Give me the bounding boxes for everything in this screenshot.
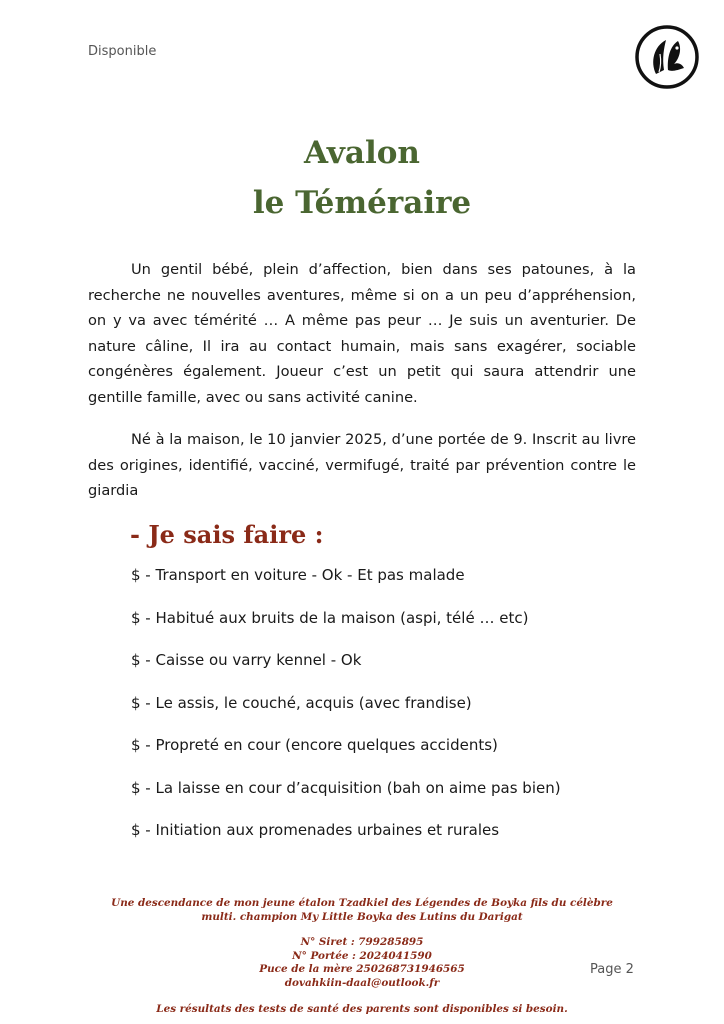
availability-label: Disponible bbox=[88, 44, 157, 59]
page-number: Page 2 bbox=[590, 962, 634, 977]
skill-item: $ - La laisse en cour d’acquisition (bah on aime pas bien) bbox=[131, 778, 561, 797]
skill-item: $ - Transport en voiture - Ok - Et pas malade bbox=[131, 566, 465, 584]
lineage-line: multi. champion My Little Boyka des Lutins du Darigat bbox=[201, 910, 523, 923]
registration-footer bbox=[100, 936, 624, 990]
lineage-footer bbox=[100, 897, 624, 924]
skill-item: $ - Caisse ou varry kennel - Ok bbox=[131, 651, 362, 669]
health-tests-note: Les résultats des tests de santé des parents sont disponibles si besoin. bbox=[156, 1003, 568, 1015]
siret-number: N° Siret : 799285895 bbox=[300, 936, 424, 948]
skill-item: $ - Habitué aux bruits de la maison (aspi, télé … etc) bbox=[131, 608, 529, 627]
contact-email[interactable]: dovahkiin-daal@outlook.fr bbox=[284, 976, 440, 989]
lineage-line: Une descendance de mon jeune étalon Tzadkiel des Légendes de Boyka fils du célèbre bbox=[111, 897, 613, 909]
mother-chip: Puce de la mère 250268731946565 bbox=[259, 963, 465, 975]
skill-item: $ - Propreté en cour (encore quelques accidents) bbox=[131, 736, 498, 754]
birth-info-paragraph: Né à la maison, le 10 janvier 2025, d’une portée de 9. Inscrit au livre des origines, identifié, vacciné, vermifugé, traité par prévention contre le giardia bbox=[88, 431, 636, 499]
skill-item: $ - Initiation aux promenades urbaines et rurales bbox=[131, 821, 500, 839]
skills-heading: - Je sais faire : bbox=[130, 520, 324, 549]
kennel-logo-icon bbox=[634, 24, 700, 90]
page-title-line1: Avalon bbox=[304, 135, 420, 171]
description-paragraph: Un gentil bébé, plein d’affection, bien dans ses patounes, à la recherche ne nouvelles aventures, même si on a un peu d’appréhension, on y va avec témérité … A même pas peur … Je suis un aventurier. De nature câline, Il ira au contact humain, mais sans exagérer, sociable congénères également. Joueur c’est un petit qui saura attendrir une gentille famille, avec ou sans activité canine. bbox=[88, 261, 636, 406]
skills-list bbox=[131, 563, 561, 861]
page-title-line2: le Téméraire bbox=[252, 185, 472, 221]
litter-number: N° Portée : 2024041590 bbox=[292, 949, 432, 962]
skill-item: $ - Le assis, le couché, acquis (avec frandise) bbox=[131, 693, 472, 712]
